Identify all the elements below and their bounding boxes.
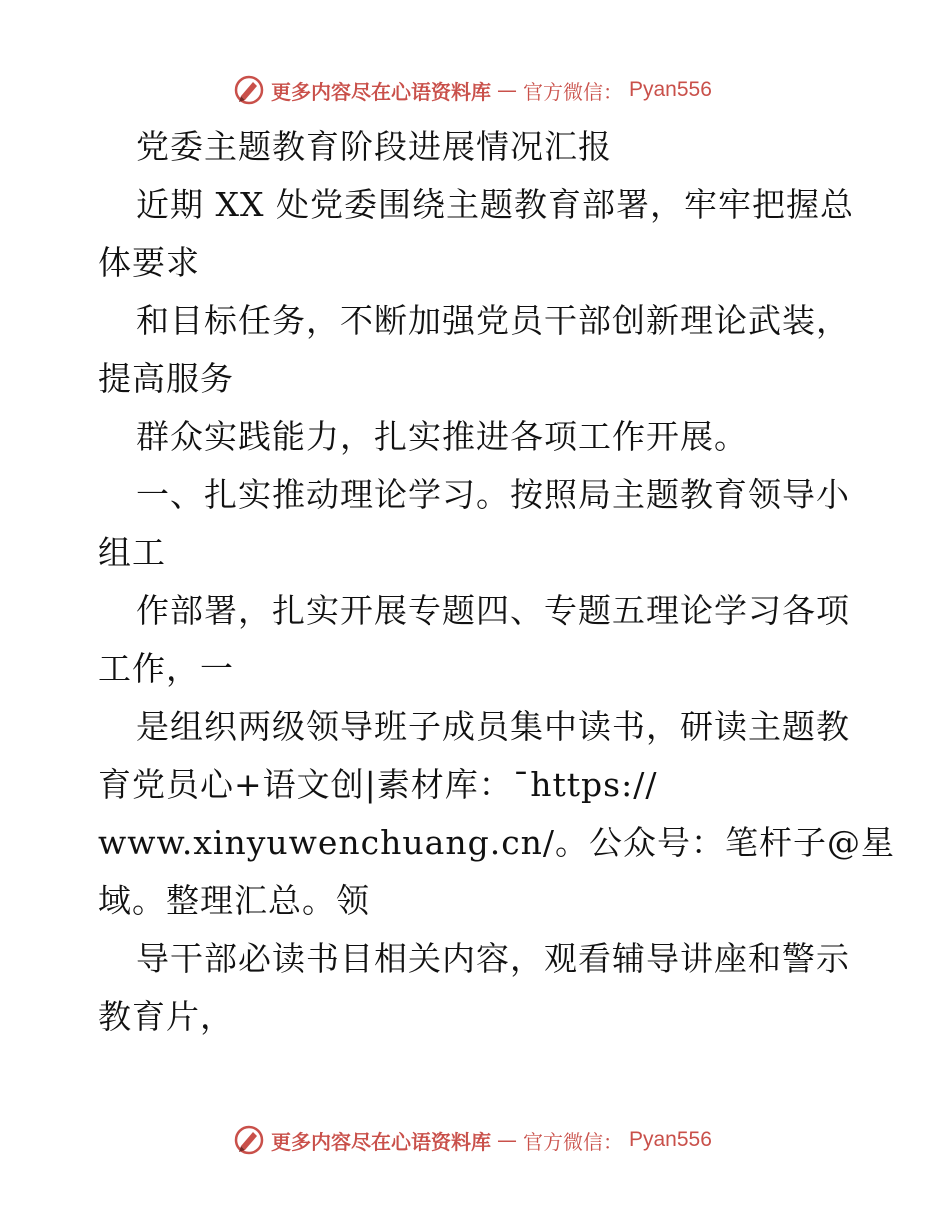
- text-line: 育党员心+语文创|素材库：¯https://: [98, 765, 658, 804]
- text-line: 提高服务: [98, 359, 234, 398]
- pen-logo-icon: [233, 1124, 265, 1156]
- header-separator: —: [497, 78, 517, 102]
- text-line: www.xinyuwenchuang.cn/。公众号：笔杆子@星: [98, 823, 896, 862]
- footer-wechat-id: Pyan556: [629, 1128, 712, 1151]
- header-brand-text: 更多内容尽在心语资料库: [271, 79, 491, 104]
- text-line: 一、扎实推动理论学习。按照局主题教育领导小: [136, 475, 850, 514]
- header-banner: [233, 72, 712, 108]
- text-line: 和目标任务，不断加强党员干部创新理论武装，: [136, 301, 850, 340]
- text-line: 作部署，扎实开展专题四、专题五理论学习各项: [136, 591, 850, 630]
- text-line: 近期 XX 处党委围绕主题教育部署，牢牢把握总: [136, 185, 854, 224]
- pen-logo-icon: [233, 74, 265, 106]
- document-title: 党委主题教育阶段进展情况汇报: [136, 127, 612, 166]
- header-wechat-label: 官方微信：: [523, 79, 623, 104]
- header-wechat-id: Pyan556: [629, 78, 712, 101]
- footer-separator: —: [497, 1128, 517, 1152]
- footer-wechat-label: 官方微信：: [523, 1129, 623, 1154]
- text-line: 导干部必读书目相关内容，观看辅导讲座和警示: [136, 939, 850, 978]
- document-body: [98, 118, 896, 1046]
- text-line: 体要求: [98, 243, 200, 282]
- text-line: 群众实践能力，扎实推进各项工作开展。: [136, 417, 748, 456]
- text-line: 工作，一: [98, 649, 234, 688]
- text-line: 域。整理汇总。领: [98, 881, 370, 920]
- text-line: 教育片，: [98, 997, 234, 1036]
- text-line: 组工: [98, 533, 166, 572]
- text-line: 是组织两级领导班子成员集中读书，研读主题教: [136, 707, 850, 746]
- footer-banner: [233, 1122, 712, 1158]
- footer-brand-text: 更多内容尽在心语资料库: [271, 1129, 491, 1154]
